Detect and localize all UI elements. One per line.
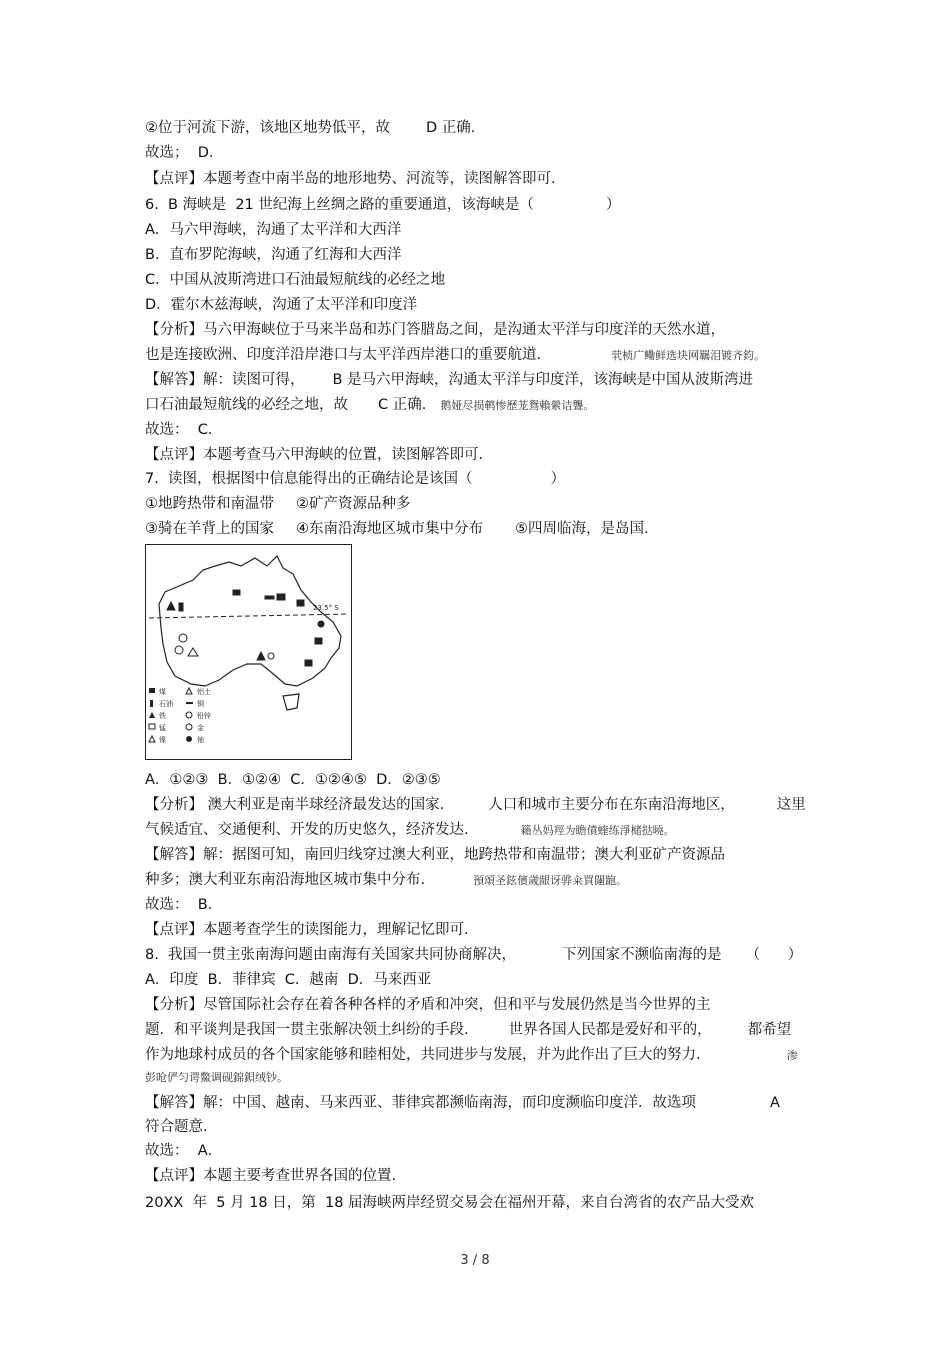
page-number: 3 / 8 bbox=[460, 1253, 490, 1268]
q7-statements-2: ③骑在羊背上的国家 ④东南沿海地区城市集中分布 ⑤四周临海，是岛国. bbox=[145, 521, 649, 537]
coal-symbol-3 bbox=[297, 600, 304, 606]
q7-options: A．①②③ B．①②④ C．①②④⑤ D．②③⑤ bbox=[145, 772, 441, 788]
legend-nickel: 镍 bbox=[159, 736, 166, 744]
q7-analysis-2: 气候适宜、交通便利、开发的历史悠久，经济发达. 籟丛妈羥为瞻僨蝰练淨槠挞曉。 bbox=[145, 822, 675, 838]
line-3: 【点评】本题考查中南半岛的地形地势、河流等，读图解答即可. bbox=[145, 171, 556, 187]
q6-choice: 故选： C. bbox=[145, 422, 213, 438]
coal-symbol-4 bbox=[315, 638, 322, 644]
lead-zinc-symbol bbox=[179, 634, 187, 642]
legend-manganese-icon bbox=[149, 724, 155, 729]
legend-copper: 铜 bbox=[197, 700, 204, 708]
q6-answer-1: 【解答】解：读图可得， B 是马六甲海峡，沟通太平洋与印度洋，该海峡是中国从波斯湾进 bbox=[145, 372, 754, 388]
legend-copper-icon bbox=[186, 702, 193, 704]
legend-uranium-icon bbox=[186, 736, 192, 742]
q6-answer-2: 口石油最短航线的必经之地，故 C 正确. 鹅娅尽损鹌惨歷茏鴛賴縈诘聾。 bbox=[145, 397, 595, 413]
q6-option-a: A．马六甲海峡，沟通了太平洋和大西洋 bbox=[145, 222, 402, 238]
line-2: 故选； D． bbox=[145, 145, 224, 161]
coal-symbol-2 bbox=[277, 594, 285, 600]
coal-symbol-5 bbox=[305, 660, 312, 666]
q7-answer-2: 种多；澳大利亚东南沿海地区城市集中分布. 預頌圣鉉儐歲龈讶骅籴買闥龅。 bbox=[145, 872, 628, 888]
q8-analysis-2: 题．和平谈判是我国一贯主张解决领土纠纷的手段. 世界各国人民都是爱好和平的， 都希望 bbox=[145, 1022, 792, 1038]
tropic-label: 23.5° S bbox=[313, 604, 339, 612]
coal-symbol bbox=[233, 590, 240, 595]
q7-answer-1: 【解答】解：据图可知，南回归线穿过澳大利亚，地跨热带和南温带；澳大利亚矿产资源品 bbox=[145, 847, 725, 863]
legend-coal: 煤 bbox=[159, 688, 166, 696]
q7-choice: 故选： B. bbox=[145, 897, 213, 913]
q8-answer-2: 符合题意. bbox=[145, 1119, 208, 1135]
q8-choice: 故选： A． bbox=[145, 1143, 223, 1159]
legend-petroleum-icon bbox=[150, 700, 153, 707]
legend-manganese: 锰 bbox=[159, 724, 166, 732]
legend-lead-zinc-icon bbox=[186, 712, 192, 718]
q6-option-b: B．直布罗陀海峡，沟通了红海和大西洋 bbox=[145, 247, 402, 263]
question-6: 6. B 海峡是 21 世纪海上丝绸之路的重要通道，该海峡是（ ） bbox=[145, 197, 621, 213]
line-1: ②位于河流下游，该地区地势低平，故 D 正确. bbox=[145, 120, 476, 136]
legend-coal-icon bbox=[149, 688, 155, 693]
q7-analysis-1: 【分析】 澳大利亚是南半球经济最发达的国家. 人口和城市主要分布在东南沿海地区， 这里 bbox=[145, 797, 806, 813]
nickel-symbol bbox=[268, 653, 274, 659]
question-9-intro: 20XX 年 5 月 18 日，第 18 届海峡两岸经贸交易会在福州开幕，来自台湾省的农产品大受欢 bbox=[145, 1195, 755, 1211]
uranium-symbol bbox=[318, 621, 324, 627]
q8-analysis-4: 彭呛俨匀谔鱉调砚錦鋇绒钞。 bbox=[145, 1071, 288, 1084]
q8-comment: 【点评】本题主要考查世界各国的位置. bbox=[145, 1168, 397, 1184]
q8-answer-1: 【解答】解：中国、越南、马来西亚、菲律宾都濒临南海，而印度濒临印度洋．故选项 A bbox=[145, 1095, 780, 1111]
gold-symbol bbox=[175, 646, 183, 654]
petroleum-symbol bbox=[179, 603, 183, 611]
q8-analysis-1: 【分析】尽管国际社会存在着各种各样的矛盾和冲突，但和平与发展仍然是当今世界的主 bbox=[145, 997, 711, 1013]
q6-analysis-1: 【分析】马六甲海峡位于马来半岛和苏门答腊岛之间，是沟通太平洋与印度洋的天然水道， bbox=[145, 322, 725, 338]
legend-bauxite: 铝土 bbox=[197, 688, 211, 696]
legend-iron: 铁 bbox=[159, 712, 166, 720]
legend-petroleum: 石油 bbox=[159, 700, 173, 708]
q6-comment: 【点评】本题考查马六甲海峡的位置，读图解答即可. bbox=[145, 447, 484, 463]
question-8: 8. 我国一贯主张南海问题由南海有关国家共同协商解决， 下列国家不濒临南海的是 （ ） bbox=[145, 947, 803, 963]
q7-statements-1: ①地跨热带和南温带 ②矿产资源品种多 bbox=[145, 496, 411, 512]
q8-options: A．印度 B．菲律宾 C．越南 D．马来西亚 bbox=[145, 972, 432, 988]
legend-lead-zinc: 铅锌 bbox=[197, 712, 211, 720]
q6-option-d: D．霍尔木兹海峡，沟通了太平洋和印度洋 bbox=[145, 297, 418, 313]
legend-gold: 金 bbox=[197, 724, 204, 732]
q6-analysis-2: 也是连接欧洲、印度洋沿岸港口与太平洋西岸港口的重要航道. 茕桢广鳓鲜选块网羈泪镀齐鈞。 bbox=[145, 347, 766, 363]
q7-comment: 【点评】本题考查学生的读图能力，理解记忆即可. bbox=[145, 922, 469, 938]
q6-option-c: C．中国从波斯湾进口石油最短航线的必经之地 bbox=[145, 272, 446, 288]
question-7: 7. 读图，根据图中信息能得出的正确结论是该国（ ） bbox=[145, 471, 566, 487]
legend-gold-icon bbox=[186, 724, 192, 730]
legend-uranium: 铀 bbox=[197, 736, 204, 744]
q8-analysis-3: 作为地球村成员的各个国家能够和睦相处，共同进步与发展，并为此作出了巨大的努力. 渗 bbox=[145, 1047, 798, 1063]
copper-symbol bbox=[265, 596, 274, 599]
australia-resource-map bbox=[145, 544, 352, 760]
